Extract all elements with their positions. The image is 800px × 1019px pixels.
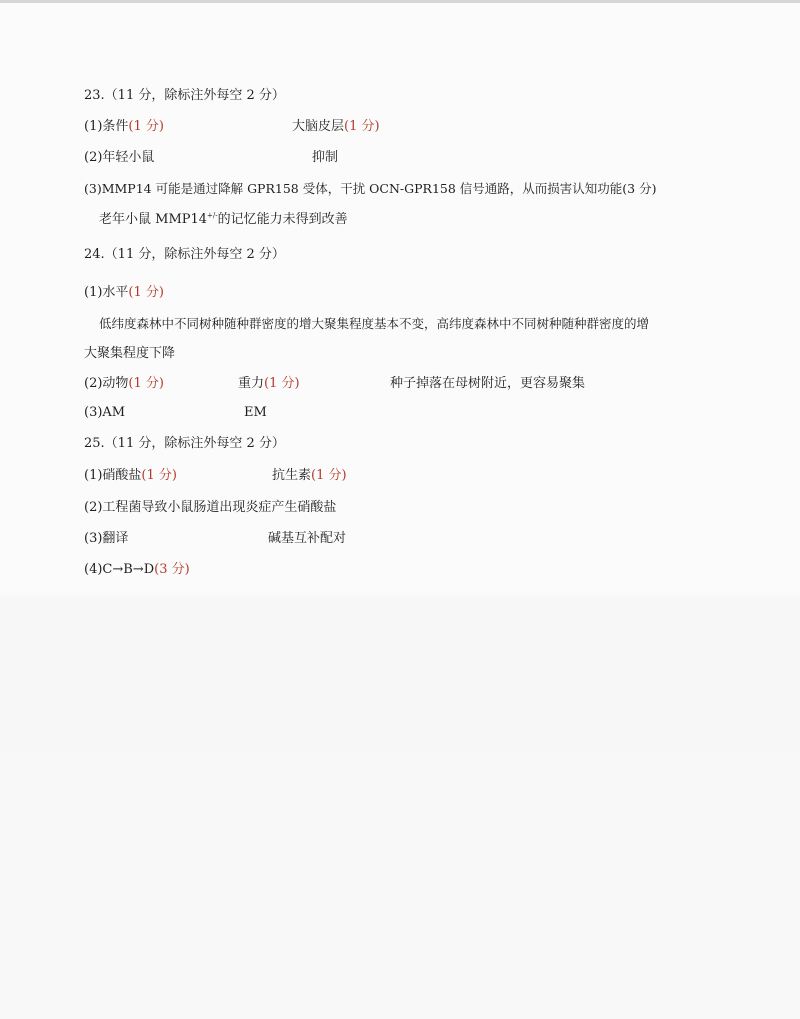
q24-p1-a-text: (1)水平: [84, 285, 129, 300]
q23-p3-line1-score: (3 分): [622, 181, 657, 196]
top-border: [0, 0, 800, 3]
q23-p3-line2-post: 的记忆能力未得到改善: [217, 212, 348, 227]
q24-p1-text-line2: 大聚集程度下降: [84, 346, 176, 361]
q23-p3-line1-text: (3)MMP14 可能是通过降解 GPR158 受体，干扰 OCN-GPR158 信号通路，从而损害认知功能: [84, 181, 623, 196]
q25-p1-a-score: (1 分): [141, 468, 177, 483]
q25-p3-answer-a: (3)翻译: [84, 531, 129, 546]
q24-p1-answer-a: [84, 285, 164, 301]
q24-p2-a-score: (1 分): [128, 376, 164, 391]
q24-p3-answer-b: EM: [244, 405, 267, 420]
q25-p1-b-score: (1 分): [311, 468, 347, 483]
q24-p1-a-score: (1 分): [128, 285, 164, 300]
q24-p2-b-score: (1 分): [264, 376, 300, 391]
q23-p1-a-text: (1)条件: [84, 119, 129, 134]
q25-p1-b-text: 抗生素: [272, 468, 312, 483]
q25-p4-score: (3 分): [154, 562, 190, 577]
q24-p2-answer-b: [238, 376, 300, 392]
q25-p4-text: (4)C→B→D: [84, 562, 155, 577]
q24-p2-answer-c: 种子掉落在母树附近，更容易聚集: [390, 376, 586, 391]
q24-header: 24.（11 分，除标注外每空 2 分）: [84, 247, 285, 262]
q25-p1-a-text: (1)硝酸盐: [84, 468, 142, 483]
q23-p3-line2-pre: 老年小鼠 MMP14: [99, 212, 208, 227]
q25-p1-answer-b: [272, 468, 347, 484]
q25-p2-answer: (2)工程菌导致小鼠肠道出现炎症产生硝酸盐: [84, 500, 337, 515]
q24-p2-a-text: (2)动物: [84, 376, 129, 391]
q24-p2-b-text: 重力: [238, 376, 265, 391]
q23-p1-b-text: 大脑皮层: [292, 119, 345, 134]
q24-p3-answer-a: (3)AM: [84, 405, 126, 420]
q23-p1-a-score: (1 分): [128, 119, 164, 134]
q25-p3-answer-b: 碱基互补配对: [268, 531, 347, 546]
q25-p1-answer-a: [84, 468, 177, 484]
q23-p3-line1: [84, 181, 656, 197]
q23-header: 23.（11 分，除标注外每空 2 分）: [84, 88, 285, 103]
q23-p2-answer-a: (2)年轻小鼠: [84, 150, 155, 165]
q23-p2-answer-b: 抑制: [312, 150, 339, 165]
q25-p4-answer: [84, 562, 190, 578]
q23-p3-line2: [99, 212, 348, 228]
q24-p1-text-line1: 低纬度森林中不同树种随种群密度的增大聚集程度基本不变，高纬度森林中不同树种随种群密度的增: [99, 316, 650, 331]
q23-p1-answer-b: [292, 119, 380, 135]
q25-header: 25.（11 分，除标注外每空 2 分）: [84, 436, 285, 451]
q23-p1-b-score: (1 分): [344, 119, 380, 134]
q23-p1-answer-a: [84, 119, 164, 135]
q23-p3-line2-sup: +/-: [207, 211, 218, 220]
q24-p2-answer-a: [84, 376, 164, 392]
